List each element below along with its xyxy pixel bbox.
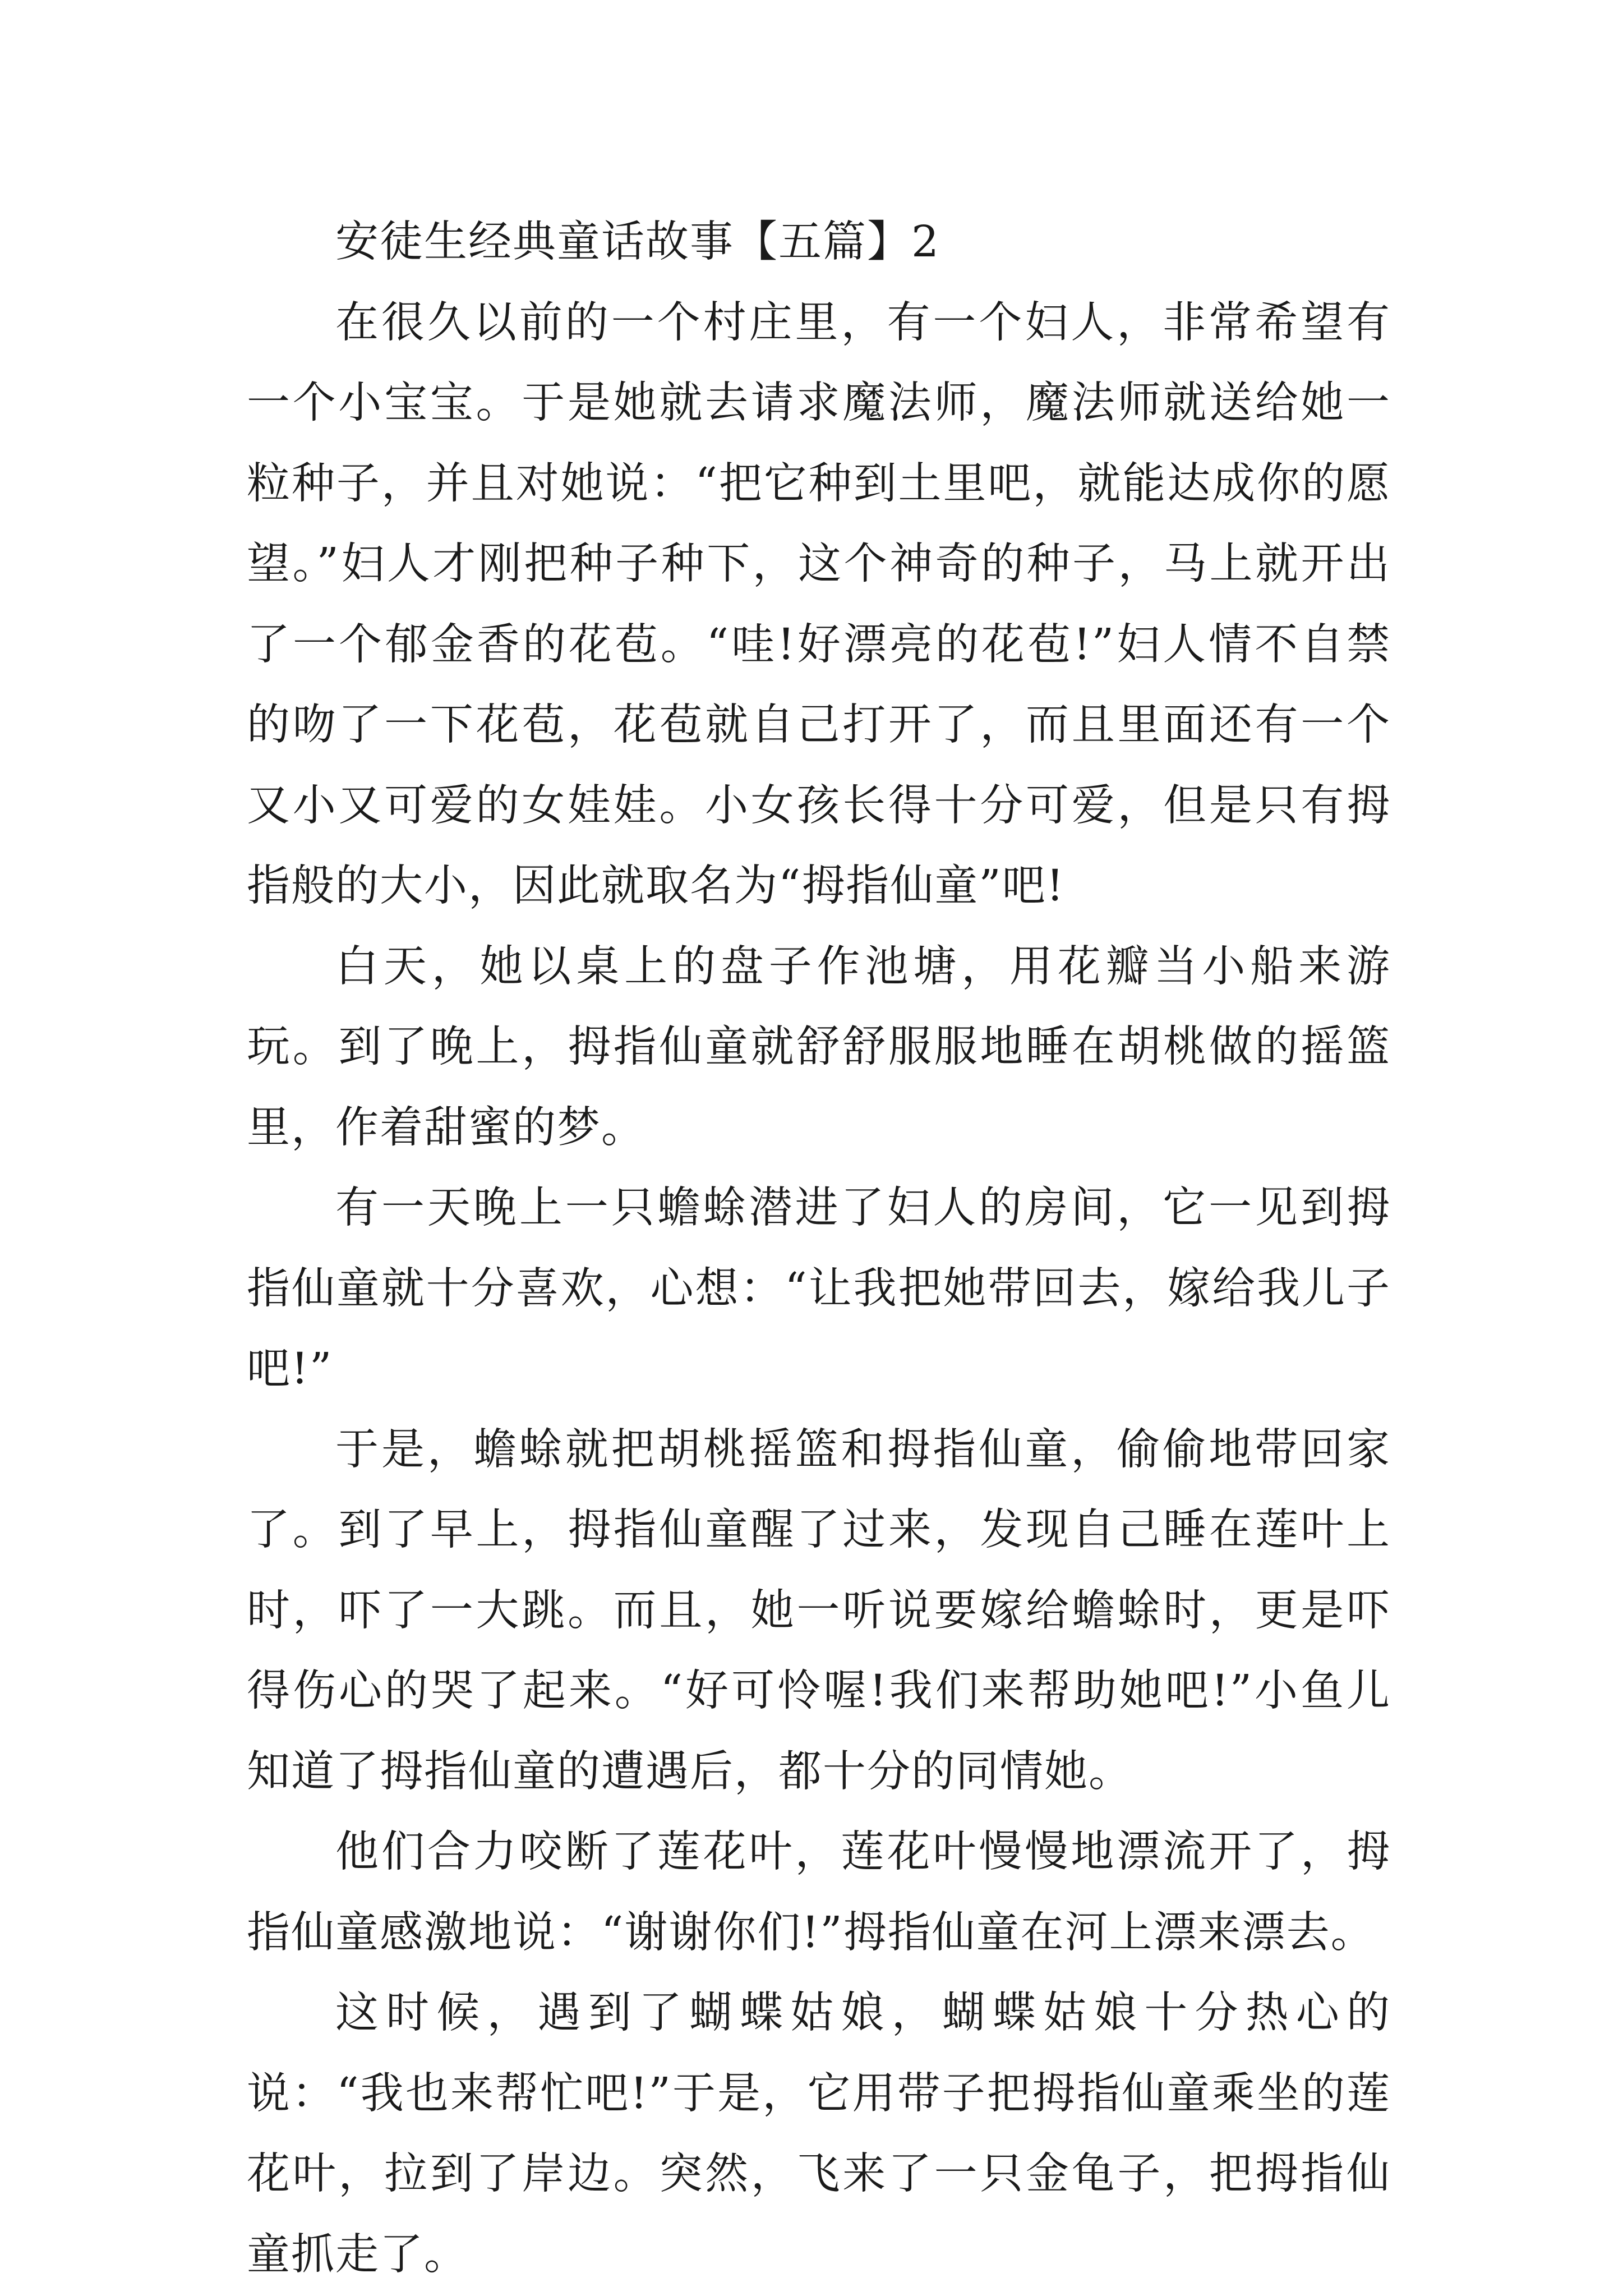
paragraph-2: 白天，她以桌上的盘子作池塘，用花瓣当小船来游玩。到了晚上，拇指仙童就舒舒服服地睡在胡桃做的摇篮里，作着甜蜜的梦。	[247, 941, 1391, 1153]
paragraph-6: 这时候，遇到了蝴蝶姑娘，蝴蝶姑娘十分热心的说：“我也来帮忙吧!”于是，它用带子把拇指仙童乘坐的莲花叶，拉到了岸边。突然，飞来了一只金龟子，把拇指仙童抓走了。	[247, 1988, 1391, 2280]
paragraph-3: 有一天晚上一只蟾蜍潜进了妇人的房间，它一见到拇指仙童就十分喜欢，心想：“让我把她带回去，嫁给我儿子吧!”	[247, 1183, 1391, 1394]
document-body	[247, 202, 1391, 2295]
paragraph-1: 在很久以前的一个村庄里，有一个妇人，非常希望有一个小宝宝。于是她就去请求魔法师，魔法师就送给她一粒种子，并且对她说：“把它种到土里吧，就能达成你的愿望。”妇人才刚把种子种下，这个神奇的种子，马上就开出了一个郁金香的花苞。“哇!好漂亮的花苞!”妇人情不自禁的吻了一下花苞，花苞就自己打开了，而且里面还有一个又小又可爱的女娃娃。小女孩长得十分可爱，但是只有拇指般的大小，因此就取名为“拇指仙童”吧!	[247, 297, 1391, 911]
document-title: 安徒生经典童话故事【五篇】2	[335, 217, 940, 267]
paragraph-5: 他们合力咬断了莲花叶，莲花叶慢慢地漂流开了，拇指仙童感激地说：“谢谢你们!”拇指仙童在河上漂来漂去。	[247, 1827, 1391, 1958]
paragraph-4: 于是，蟾蜍就把胡桃摇篮和拇指仙童，偷偷地带回家了。到了早上，拇指仙童醒了过来，发现自己睡在莲叶上时，吓了一大跳。而且，她一听说要嫁给蟾蜍时，更是吓得伤心的哭了起来。“好可怜喔!我们来帮助她吧!”小鱼儿知道了拇指仙童的遭遇后，都十分的同情她。	[247, 1424, 1391, 1797]
